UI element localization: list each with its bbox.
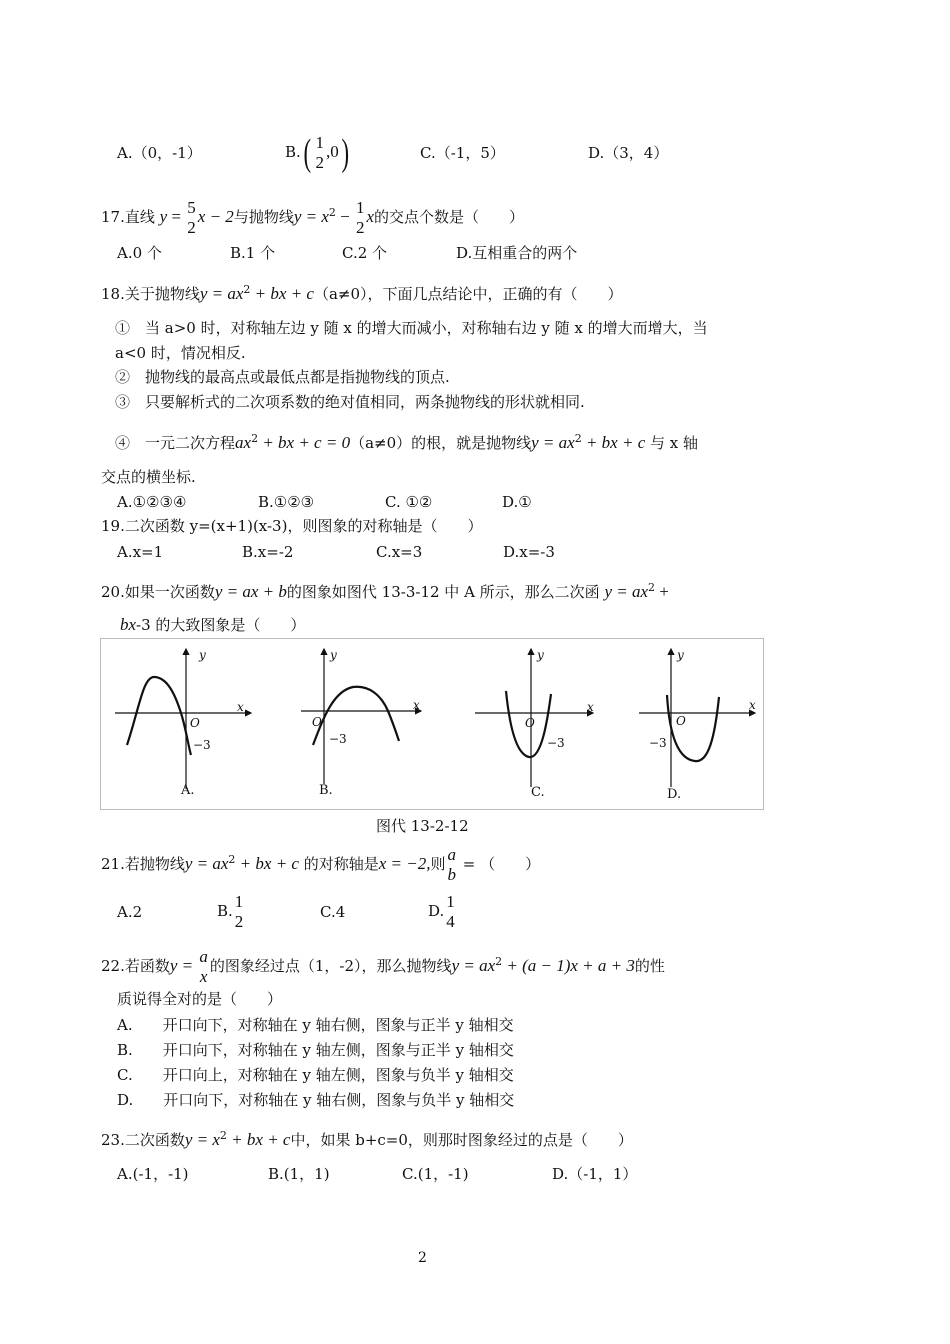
fraction-denominator: 2 (187, 218, 196, 237)
q21-square: 2 (228, 853, 236, 866)
q21-option-d-prefix: D. (428, 902, 445, 920)
graph-d-origin: O (676, 714, 686, 728)
q16-option-d: D.（3，4） (588, 144, 669, 162)
q21-mid: 的对称轴是 (303, 855, 379, 873)
fraction-numerator: 1 (234, 892, 244, 911)
q18-option-c: C. ①② (385, 493, 433, 511)
q17-y: y (159, 207, 168, 226)
q18-s4-equation: ax (235, 433, 252, 452)
fraction-denominator: b (447, 865, 457, 884)
q20-mid: 的图象如图代 13-3-12 中 A 所示，那么二次函 (286, 583, 600, 601)
q17-after-fraction: x − 2 (197, 207, 234, 226)
q23-prefix: 23.二次函数 (101, 1131, 185, 1149)
q18-s4-square: 2 (251, 432, 259, 445)
q18-formula: y = ax (199, 284, 244, 303)
q21-prefix: 21.若抛物线 (101, 855, 185, 873)
graph-a-y-label: y (199, 648, 206, 662)
q21-formula-rest: + bx + c (235, 854, 299, 873)
q18-option-d: D.① (502, 493, 532, 511)
graph-a-x-label: x (237, 700, 244, 714)
q22-square: 2 (495, 955, 503, 968)
graph-d-annotation: −3 (649, 736, 667, 750)
q17-parabola: y = x (293, 207, 329, 226)
q21-then: 则 (430, 855, 446, 873)
q18-s4-parabola-square: 2 (574, 432, 582, 445)
graph-b-y-label: y (330, 648, 337, 662)
q22-fraction (199, 947, 208, 987)
q18-s4-mid: （a≠0）的根，就是抛物线 (350, 434, 532, 452)
graph-b-origin: O (312, 715, 322, 729)
fraction-numerator: 1 (446, 892, 455, 911)
q21-option-b-prefix: B. (217, 902, 233, 920)
q23-option-a: A.(-1，-1) (117, 1165, 189, 1183)
graph-c-annotation: −3 (547, 736, 565, 750)
q18-square: 2 (243, 283, 251, 296)
q18-s4-parabola-rest: + bx + c (581, 433, 646, 452)
q16-option-b-rest: ,0 (325, 142, 339, 161)
q18-option-b: B.①②③ (258, 493, 315, 511)
q22-prefix: 22.若函数 (101, 957, 170, 975)
q19-option-c: C.x=3 (376, 543, 423, 561)
q18-statement-1-line-2: a<0 时，情况相反. (115, 344, 246, 362)
fraction-numerator: 1 (315, 133, 324, 152)
q18-suffix: （a≠0），下面几点结论中，正确的有（ ） (313, 285, 623, 303)
q21-option-d-fraction (446, 892, 455, 932)
q16-option-a: A.（0，-1） (117, 144, 202, 162)
q17-mid: 与抛物线 (233, 208, 294, 226)
graph-b-annotation: −3 (329, 732, 347, 746)
q18-s4-equation-rest: + bx + c = 0 (258, 433, 351, 452)
q22-parabola-rest: + (a − 1)x + a + 3 (502, 956, 635, 975)
q23-formula-rest: + bx + c (226, 1130, 291, 1149)
q22-stem-line-2: 质说得全对的是（ ） (117, 990, 283, 1008)
q18-s4-suffix: 与 x 轴 (650, 434, 699, 452)
fraction-denominator: 2 (315, 153, 324, 172)
q20-stem-line-2 (120, 615, 305, 635)
q17-option-a: A.0 个 (117, 244, 162, 262)
q21-option-b (217, 886, 245, 936)
q20-square: 2 (648, 581, 656, 594)
graph-a-origin: O (190, 716, 200, 730)
q17-option-d: D.互相重合的两个 (456, 244, 578, 262)
graph-d-label: D. (667, 787, 682, 802)
page-number: 2 (418, 1250, 427, 1266)
q21-formula: y = ax (184, 854, 229, 873)
q18-formula-rest: + bx + c (250, 284, 314, 303)
q22-mid: 的图象经过点（1，-2），那么抛物线 (209, 957, 452, 975)
fraction-numerator: 5 (187, 198, 196, 217)
q18-stem (101, 280, 623, 304)
graph-a-label: A. (181, 783, 195, 798)
q18-statement-1-line-1: ① 当 a>0 时，对称轴左边 y 随 x 的增大而减小，对称轴右边 y 随 x 的增大而增大，当 (115, 319, 708, 337)
q16-option-b-fraction (315, 133, 324, 173)
q18-option-a: A.①②③④ (117, 493, 187, 511)
q21-suffix: = （ ） (458, 855, 541, 873)
q17-square: 2 (328, 206, 336, 219)
q22-option-d: D. 开口向下，对称轴在 y 轴右侧，图象与负半 y 轴相交 (117, 1091, 515, 1109)
q17-option-c: C.2 个 (342, 244, 388, 262)
graph-c-label: C. (531, 785, 545, 800)
q17-suffix: 的交点个数是（ ） (374, 208, 525, 226)
q19-option-a: A.x=1 (117, 543, 164, 561)
q16-option-b-prefix: B. (285, 143, 301, 161)
q17-eq: = (167, 207, 186, 226)
q18-s4-parabola: y = ax (531, 433, 575, 452)
q21-option-c: C.4 (320, 903, 346, 921)
q22-y: y = (169, 956, 198, 975)
q21-fraction (448, 845, 457, 885)
q20-line2-rest: -3 的大致图象是（ ） (136, 616, 306, 634)
q21-option-d (428, 886, 457, 936)
q17-stem (101, 188, 524, 242)
q20-stem (101, 578, 669, 602)
q20-prefix: 20.如果一次函数 (101, 583, 215, 601)
figure-caption: 图代 13-2-12 (376, 817, 469, 835)
q20-bx: bx (120, 615, 137, 634)
q19-stem: 19.二次函数 y=(x+1)(x-3)，则图象的对称轴是（ ） (101, 517, 483, 535)
q22-option-b: B. 开口向下，对称轴在 y 轴左侧，图象与正半 y 轴相交 (117, 1041, 514, 1059)
q18-statement-2: ② 抛物线的最高点或最低点都是指抛物线的顶点. (115, 368, 450, 386)
q20-quadratic: y = ax (604, 582, 649, 601)
q17-option-b: B.1 个 (230, 244, 276, 262)
q23-square: 2 (219, 1129, 227, 1142)
graph-c-origin: O (525, 716, 535, 730)
graph-c-x-label: x (587, 700, 594, 714)
q21-option-a: A.2 (117, 903, 143, 921)
q18-statement-4-line-2: 交点的横坐标. (101, 468, 196, 486)
q21-option-b-fraction (235, 892, 244, 932)
q18-statement-3: ③ 只要解析式的二次项系数的绝对值相同，两条抛物线的形状就相同. (115, 393, 585, 411)
q20-plus: + (655, 582, 669, 601)
fraction-numerator: a (447, 845, 457, 864)
q22-option-a: A. 开口向下，对称轴在 y 轴右侧，图象与正半 y 轴相交 (117, 1016, 514, 1034)
q23-option-c: C.(1，-1) (402, 1165, 469, 1183)
q17-prefix: 17.直线 (101, 208, 155, 226)
graph-b-x-label: x (413, 698, 420, 712)
fraction-denominator: x (199, 967, 208, 986)
q18-statement-4 (115, 429, 698, 453)
graph-c-y-label: y (537, 648, 544, 662)
q20-figure (100, 638, 764, 810)
fraction-denominator: 2 (355, 218, 365, 237)
graph-d-y-label: y (677, 648, 684, 662)
q22-stem (101, 937, 665, 991)
fraction-numerator: a (199, 947, 208, 966)
graph-a-annotation: −3 (193, 738, 211, 752)
q17-x: x (366, 207, 375, 226)
graph-b-label: B. (319, 783, 333, 798)
q18-s4-prefix: ④ 一元二次方程 (115, 434, 236, 452)
fraction-denominator: 2 (234, 912, 244, 931)
q23-stem (101, 1126, 633, 1150)
graph-d (639, 649, 755, 787)
graph-d-x-label: x (749, 698, 756, 712)
graph-a (115, 649, 251, 789)
q17-fraction-1 (187, 198, 196, 238)
q21-axis: x = −2, (378, 854, 431, 873)
fraction-numerator: 1 (355, 198, 365, 217)
q22-suffix: 的性 (634, 957, 665, 975)
q23-option-d: D.（-1，1） (552, 1165, 638, 1183)
q23-formula: y = x (184, 1130, 220, 1149)
q22-parabola: y = ax (451, 956, 496, 975)
q19-option-d: D.x=-3 (503, 543, 555, 561)
q19-option-b: B.x=-2 (242, 543, 294, 561)
q20-linear-function: y = ax + b (214, 582, 287, 601)
q23-suffix: 中，如果 b+c=0，则那时图象经过的点是（ ） (290, 1131, 633, 1149)
q21-stem (101, 835, 540, 889)
q17-minus: − (335, 207, 354, 226)
q17-fraction-2 (356, 198, 365, 238)
q23-option-b: B.(1，1) (268, 1165, 330, 1183)
q16-option-c: C.（-1，5） (420, 144, 505, 162)
fraction-denominator: 4 (446, 912, 455, 931)
q16-option-b: B.( 1 2 ,0) (285, 132, 349, 174)
q22-option-c: C. 开口向上，对称轴在 y 轴左侧，图象与负半 y 轴相交 (117, 1066, 514, 1084)
q18-prefix: 18.关于抛物线 (101, 285, 200, 303)
